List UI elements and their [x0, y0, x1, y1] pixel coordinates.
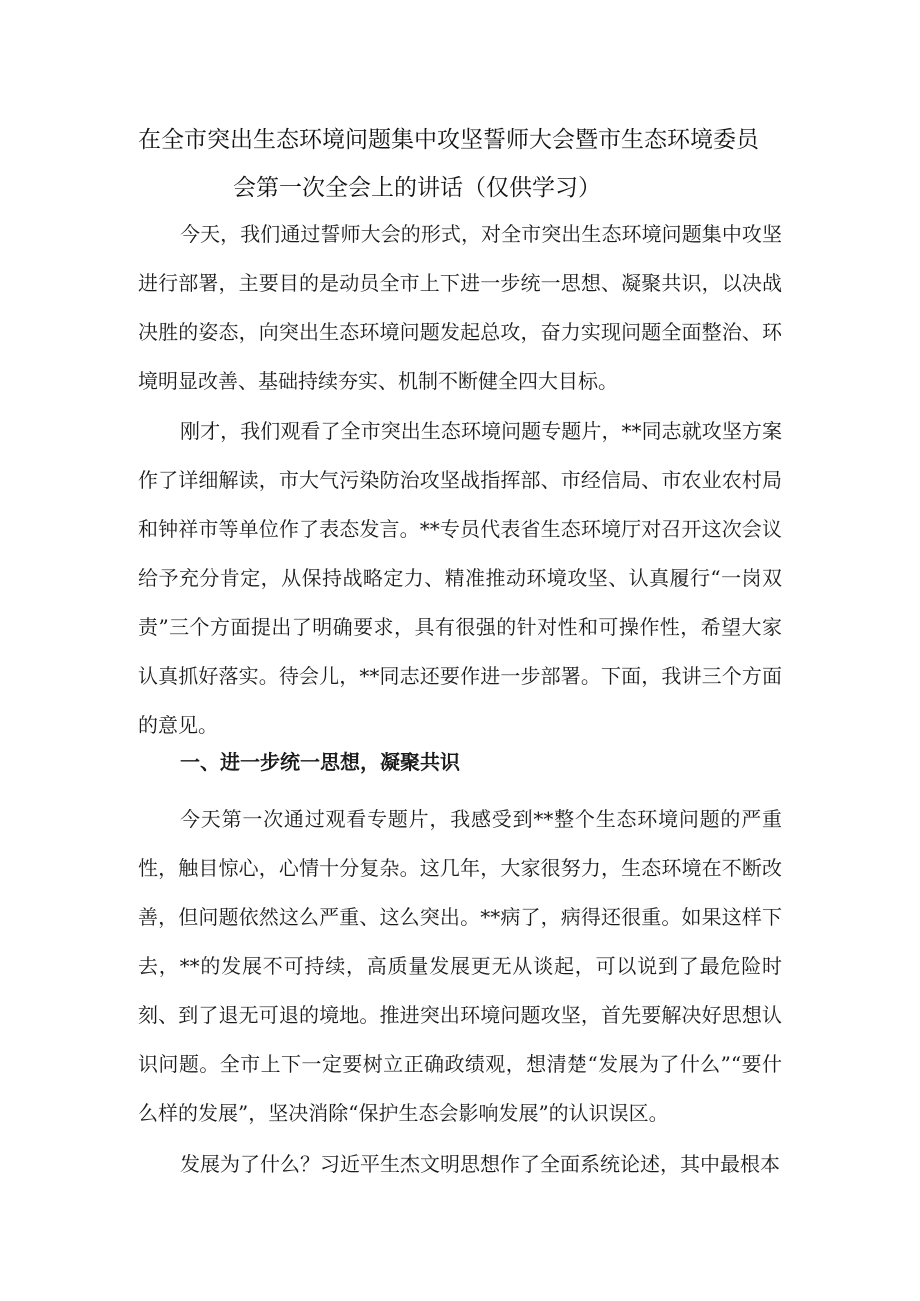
- paragraph-development: 发展为了什么？习近平生杰文明思想作了全面系统论述，其中最根本: [180, 1152, 780, 1176]
- document-title: [138, 116, 788, 212]
- paragraph-review: 刚才，我们观看了全市突出生态环境问题专题片，**同志就攻坚方案作了详细解读，市大气污染防治攻坚战指挥部、市经信局、市农业农村局和钟祥市等单位作了表态发言。**专员代表省生态环境厅对召开这次会议给予充分肯定，从保持战略定力、精准推动环境攻坚、认真履行“一岗双责”三个方面提出了明确要求，具有很强的针对性和可操作性，希望大家认真抓好落实。待会儿，**同志还要作进一步部署。下面，我讲三个方面的意见。: [138, 419, 782, 737]
- paragraph-section-1: 今天第一次通过观看专题片，我感受到**整个生态环境问题的严重性，触目惊心，心情十分复杂。这几年，大家很努力，生态环境在不断改善，但问题依然这么严重、这么突出。**病了，病得还很重。如果这样下去，**的发展不可持续，高质量发展更无从谈起，可以说到了最危险时刻、到了退无可退的境地。推进突出环境问题攻坚，首先要解决好思想认识问题。全市上下一定要树立正确政绩观，想清楚“发展为了什么”“要什么样的发展”，坚决消除“保护生态会影响发展”的认识误区。: [138, 807, 782, 1125]
- title-line-1: 在全市突出生态环境问题集中攻坚誓师大会暨市生态环境委员: [138, 127, 759, 153]
- title-line-2: 会第一次全会上的讲话（仅供学习）: [233, 175, 601, 201]
- section-heading-1: 一、进一步统一思想，凝聚共识: [180, 750, 460, 774]
- paragraph-intro: 今天，我们通过誓师大会的形式，对全市突出生态环境问题集中攻坚进行部署，主要目的是动员全市上下进一步统一思想、凝聚共识，以决战决胜的姿态，向突出生态环境问题发起总攻，奋力实现问题全面整治、环境明显改善、基础持续夯实、机制不断健全四大目标。: [138, 222, 782, 393]
